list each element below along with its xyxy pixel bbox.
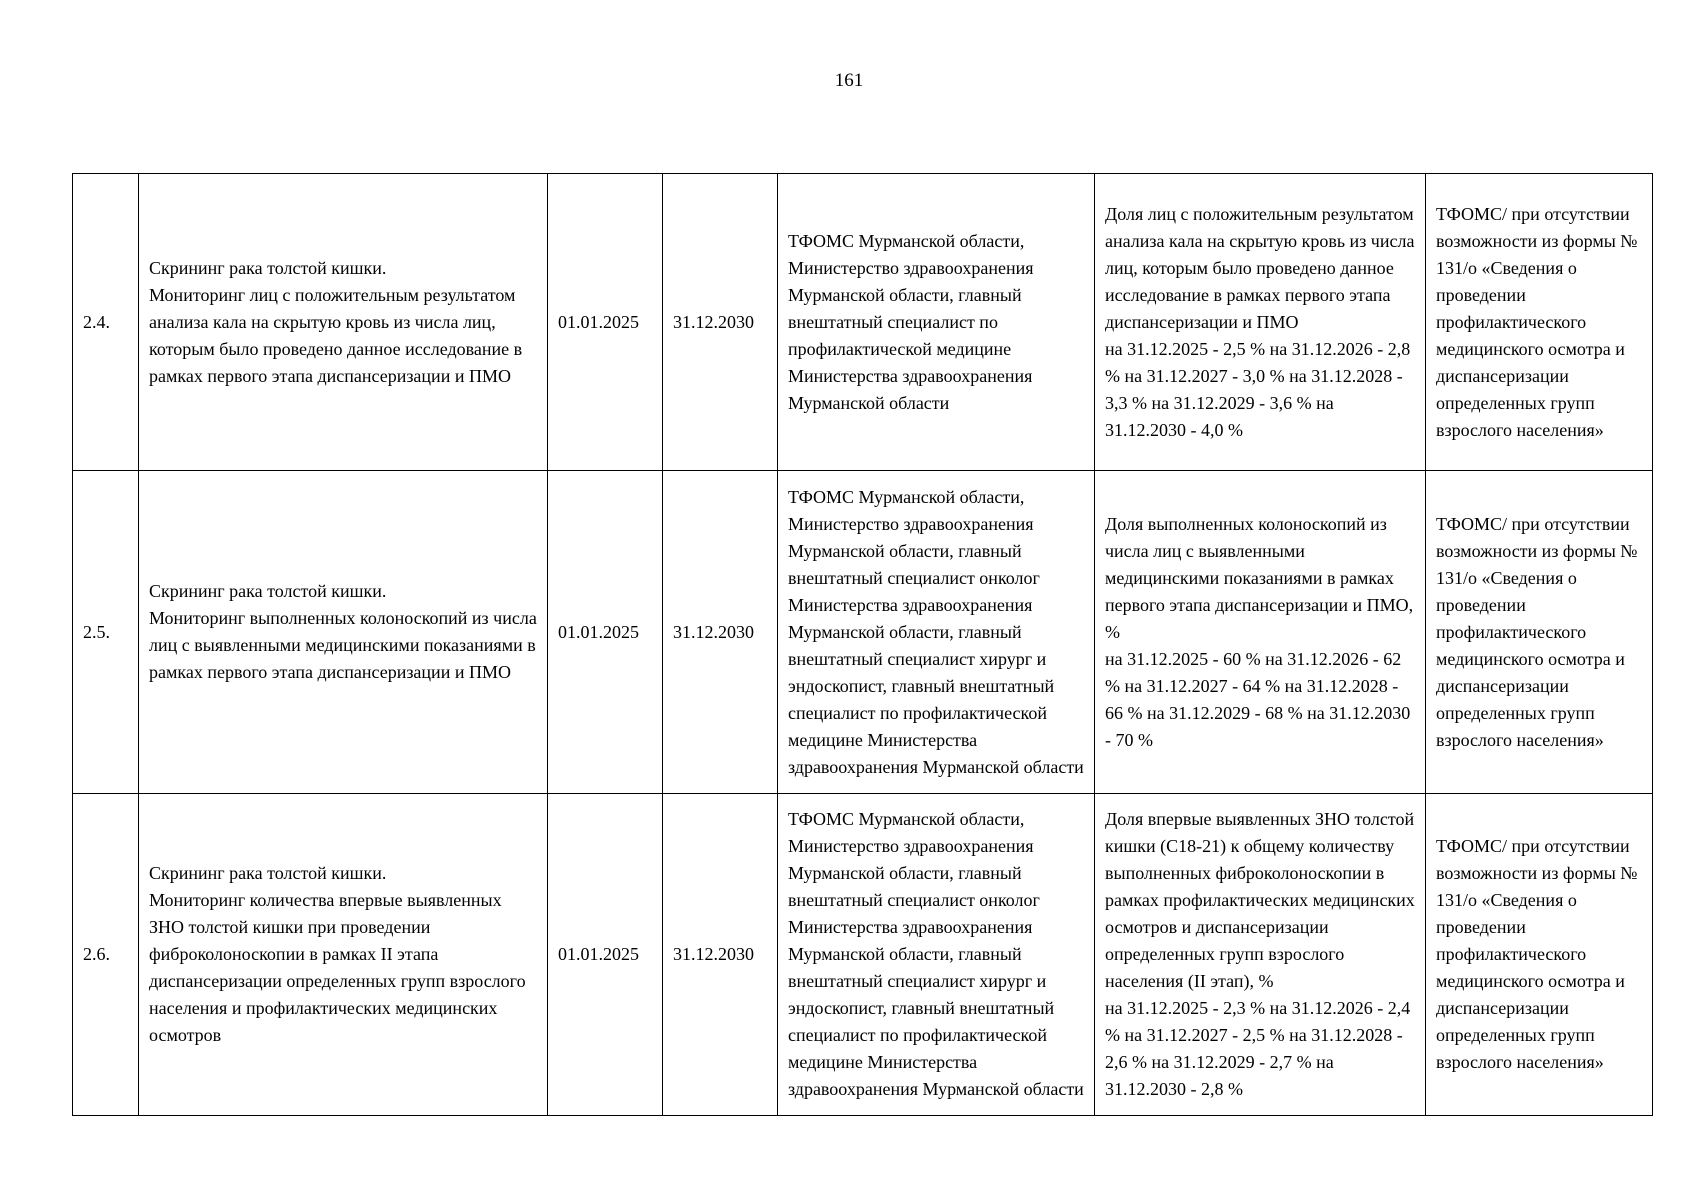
- source-cell: [1426, 174, 1653, 471]
- page-number: 161: [834, 70, 864, 91]
- end-date: 31.12.2030: [673, 944, 754, 964]
- responsible-parties: ТФОМС Мурманской области, Министерство здравоохранения Мурманской области, главный внештатный специалист онколог Министерства здравоохранения Мурманской области, главный внештатный специалист хирург и эндоскопист, главный внештатный специалист по профилактической медицине Министерства здравоохранения Мурманской области: [788, 809, 1084, 1099]
- indicator-description: Доля выполненных колоноскопий из числа лиц с выявленными медицинскими показаниями в рамках первого этапа диспансеризации и ПМО, % на 31.12.2025 - 60 % на 31.12.2026 - 62 % на 31.12.2027 - 64 % на 31.12.2028 - 66 % на 31.12.2029 - 68 % на 31.12.2030 - 70 %: [1105, 513, 1414, 750]
- indicator-description: Доля лиц с положительным результатом анализа кала на скрытую кровь из числа лиц, которым было проведено данное исследование в рамках первого этапа диспансеризации и ПМО на 31.12.2025 - 2,5 % на 31.12.2026 - 2,8 % на 31.12.2027 - 3,0 % на 31.12.2028 - 3,3 % на 31.12.2029 - 3,6 % на 31.12.2030 - 4,0 %: [1105, 203, 1415, 440]
- responsible-cell: [778, 471, 1095, 794]
- table-row: [73, 471, 1653, 794]
- source-cell: [1426, 794, 1653, 1116]
- event-description: Скрининг рака толстой кишки. Мониторинг количества впервые выявленных ЗНО толстой кишки при проведении фиброколоноскопии в рамках II этапа диспансеризации определенных групп взрослого населения и профилактических медицинских осмотров: [149, 863, 526, 1045]
- event-description: Скрининг рака толстой кишки. Мониторинг лиц с положительным результатом анализа кала на скрытую кровь из числа лиц, которым было проведено данное исследование в рамках первого этапа диспансеризации и ПМО: [149, 257, 523, 386]
- responsible-parties: ТФОМС Мурманской области, Министерство здравоохранения Мурманской области, главный внештатный специалист по профилактической медицине Министерства здравоохранения Мурманской области: [788, 230, 1034, 413]
- indicator-cell: [1095, 471, 1426, 794]
- start-date: 01.01.2025: [558, 311, 639, 332]
- indicator-description: Доля впервые выявленных ЗНО толстой кишки (С18-21) к общему количеству выполненных фиброколоноскопии в рамках профилактических медицинских осмотров и диспансеризации определенных групп взрослого населения (II этап), % на 31.12.2025 - 2,3 % на 31.12.2026 - 2,4 % на 31.12.2027 - 2,5 % на 31.12.2028 - 2,6 % на 31.12.2029 - 2,7 % на 31.12.2030 - 2,8 %: [1105, 809, 1415, 1099]
- end-date-cell: [663, 794, 778, 1116]
- start-date-cell: [548, 471, 663, 794]
- source-cell: [1426, 471, 1653, 794]
- end-date: 31.12.2030: [673, 311, 754, 332]
- item-number: 2.5.: [83, 621, 110, 642]
- end-date-cell: [663, 174, 778, 471]
- data-source: ТФОМС/ при отсутствии возможности из формы № 131/о «Сведения о проведении профилактического медицинского осмотра и диспансеризации определенных групп взрослого населения»: [1436, 203, 1638, 440]
- start-date: 01.01.2025: [558, 621, 639, 642]
- item-number-cell: [73, 471, 139, 794]
- start-date-cell: [548, 174, 663, 471]
- table-row: [73, 794, 1653, 1116]
- data-source: ТФОМС/ при отсутствии возможности из формы № 131/о «Сведения о проведении профилактического медицинского осмотра и диспансеризации определенных групп взрослого населения»: [1436, 513, 1638, 750]
- indicator-cell: [1095, 174, 1426, 471]
- item-number-cell: [73, 794, 139, 1116]
- responsible-parties: ТФОМС Мурманской области, Министерство здравоохранения Мурманской области, главный внештатный специалист онколог Министерства здравоохранения Мурманской области, главный внештатный специалист хирург и эндоскопист, главный внештатный специалист по профилактической медицине Министерства здравоохранения Мурманской области: [788, 486, 1084, 777]
- item-number: 2.4.: [83, 311, 110, 332]
- event-cell: [139, 174, 548, 471]
- table-row: [73, 174, 1653, 471]
- event-description: Скрининг рака толстой кишки. Мониторинг выполненных колоноскопий из числа лиц с выявленными медицинскими показаниями в рамках первого этапа диспансеризации и ПМО: [149, 581, 537, 682]
- activities-table: [72, 173, 1653, 1116]
- start-date-cell: [548, 794, 663, 1116]
- data-source: ТФОМС/ при отсутствии возможности из формы № 131/о «Сведения о проведении профилактического медицинского осмотра и диспансеризации определенных групп взрослого населения»: [1436, 836, 1638, 1072]
- item-number-cell: [73, 174, 139, 471]
- item-number: 2.6.: [83, 944, 110, 964]
- responsible-cell: [778, 794, 1095, 1116]
- indicator-cell: [1095, 794, 1426, 1116]
- end-date: 31.12.2030: [673, 621, 754, 642]
- end-date-cell: [663, 471, 778, 794]
- event-cell: [139, 794, 548, 1116]
- start-date: 01.01.2025: [558, 944, 639, 964]
- event-cell: [139, 471, 548, 794]
- responsible-cell: [778, 174, 1095, 471]
